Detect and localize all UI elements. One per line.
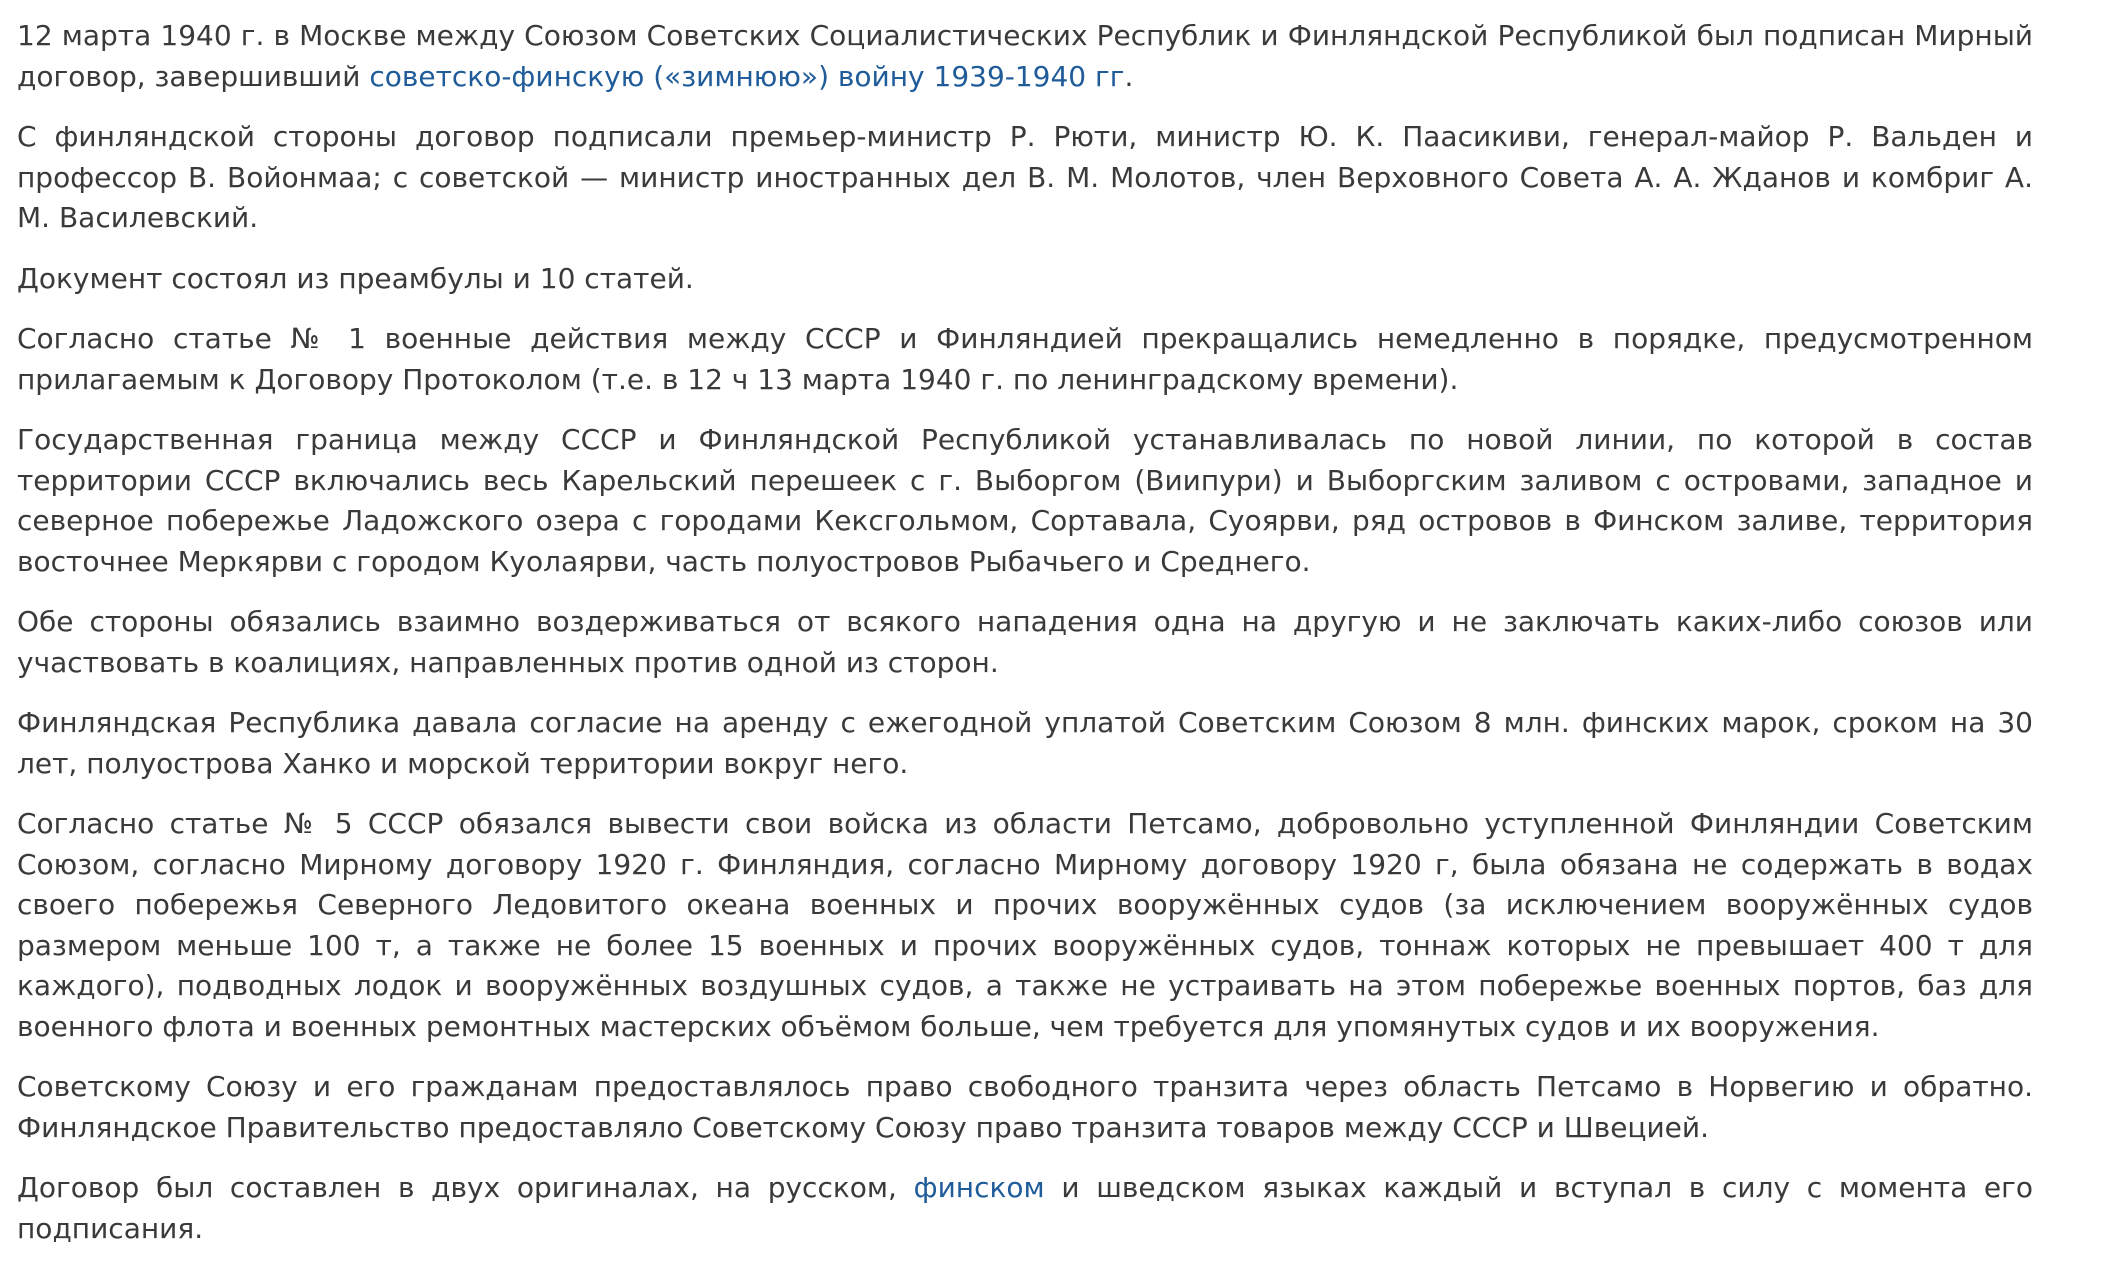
paragraph-8: Согласно статье № 5 СССР обязался вывести свои войска из области Петсамо, добровольно уступленной Финляндии Советским Союзом, согласно Мирному договору 1920 г. Финляндия, согласно Мирному договору 1920 г, была обязана не содержать в водах своего побережья Северного Ледовитого океана военных и прочих вооружённых судов (за исключением вооружённых судов размером меньше 100 т, а также не более 15 военных и прочих вооружённых судов, тоннаж которых не превышает 400 т для каждого), подводных лодок и вооружённых воздушных судов, а также не устраивать на этом побережье военных портов, баз для военного флота и военных ремонтных мастерских объёмом больше, чем требуется для упомянутых судов и их вооружения. xyxy=(17,807,2033,1043)
paragraph-3: Документ состоял из преамбулы и 10 статей. xyxy=(17,261,694,295)
article-body xyxy=(17,16,2033,1269)
winter-war-link[interactable]: советско-финскую («зимнюю») войну 1939-1940 гг xyxy=(369,59,1125,93)
paragraph-7: Финляндская Республика давала согласие на аренду с ежегодной уплатой Советским Союзом 8 млн. финских марок, сроком на 30 лет, полуострова Ханко и морской территории вокруг него. xyxy=(17,706,2033,780)
paragraph-1-text: 12 марта 1940 г. в Москве между Союзом Советских Социалистических Республик и Финляндской Республикой был подписан Мирный договор, завершивший xyxy=(17,19,2033,93)
finnish-language-link[interactable]: финском xyxy=(913,1171,1045,1204)
paragraph-1-end: . xyxy=(1124,59,1134,93)
paragraph-6: Обе стороны обязались взаимно воздерживаться от всякого нападения одна на другую и не заключать каких-либо союзов или участвовать в коалициях, направленных против одной из сторон. xyxy=(17,605,2033,679)
paragraph-10-text: Договор был составлен в двух оригиналах, на русском, xyxy=(17,1171,914,1204)
paragraph-1 xyxy=(17,16,2033,97)
paragraph-2: С финляндской стороны договор подписали премьер-министр Р. Рюти, министр Ю. К. Паасикиви, генерал-майор Р. Вальден и профессор В. Войонмаа; с советской — министр иностранных дел В. М. Молотов, член Верховного Совета А. А. Жданов и комбриг А. М. Василевский. xyxy=(17,120,2033,234)
paragraph-4: Согласно статье № 1 военные действия между СССР и Финляндией прекращались немедленно в порядке, предусмотренном прилагаемым к Договору Протоколом (т.е. в 12 ч 13 марта 1940 г. по ленинградскому времени). xyxy=(17,322,2033,396)
paragraph-10-end: и шведском языках каждый и вступал в силу с момента его подписания. xyxy=(17,1171,2033,1245)
paragraph-9: Советскому Союзу и его гражданам предоставлялось право свободного транзита через область Петсамо в Норвегию и обратно. Финляндское Правительство предоставляло Советскому Союзу право транзита товаров между СССР и Швецией. xyxy=(17,1070,2033,1144)
paragraph-5: Государственная граница между СССР и Финляндской Республикой устанавливалась по новой линии, по которой в состав территории СССР включались весь Карельский перешеек с г. Выборгом (Виипури) и Выборгским заливом с островами, западное и северное побережье Ладожского озера с городами Кексгольмом, Сортавала, Суоярви, ряд островов в Финском заливе, территория восточнее Меркярви с городом Куолаярви, часть полуостровов Рыбачьего и Среднего. xyxy=(17,423,2033,578)
paragraph-10 xyxy=(17,1168,2033,1249)
